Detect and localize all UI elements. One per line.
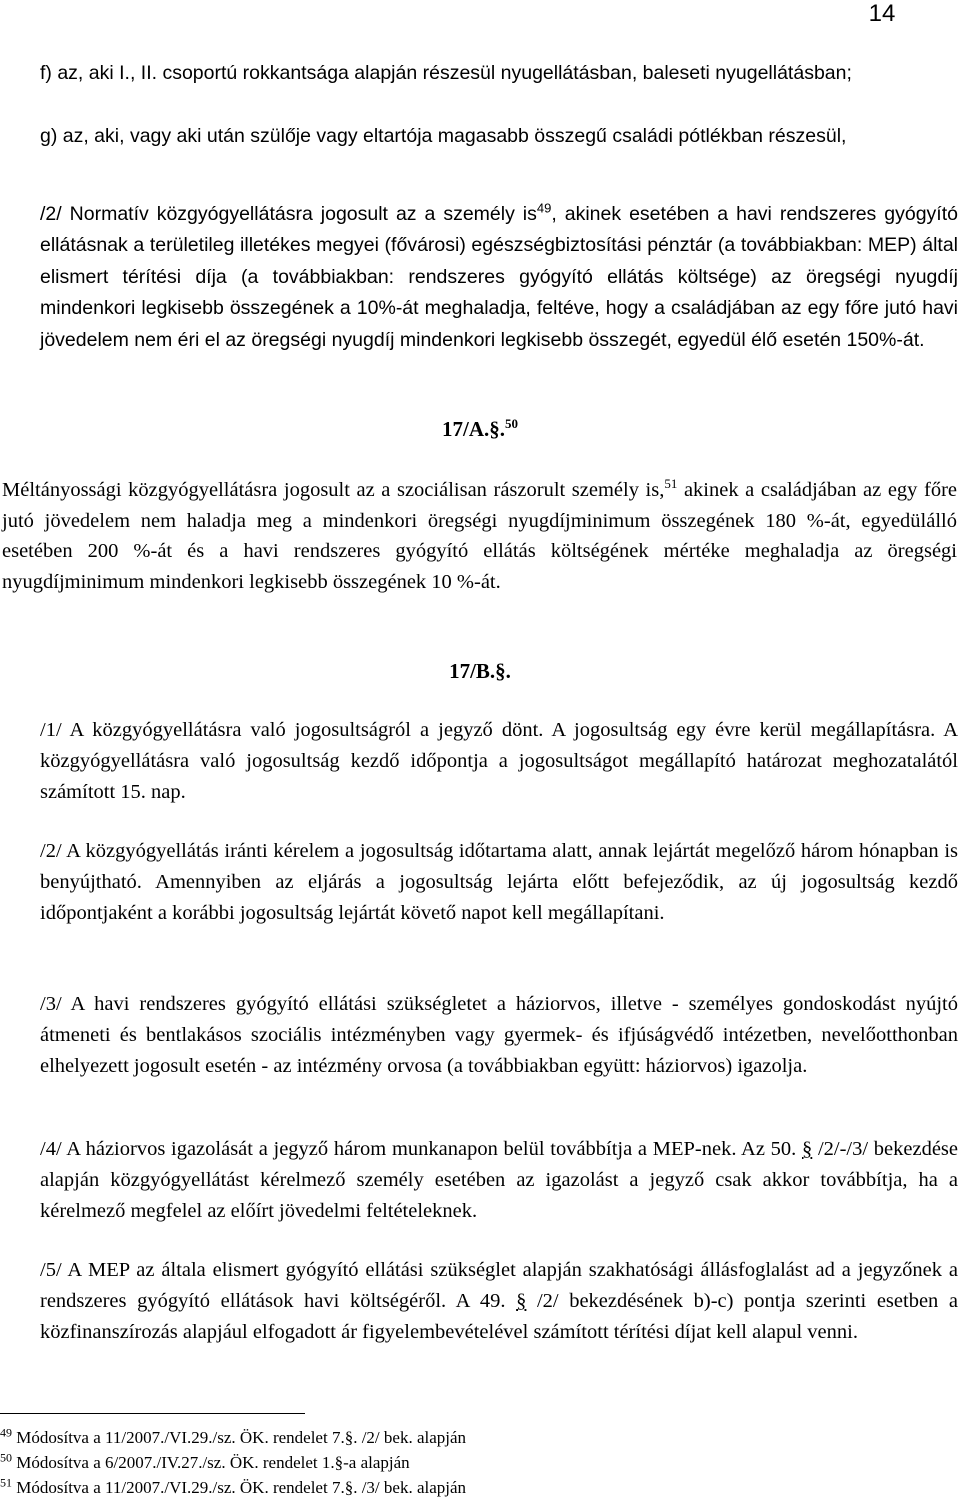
footnote-text: Módosítva a 6/2007./IV.27./sz. ÖK. rendelet 1.§-a alapján	[16, 1453, 410, 1472]
paragraph-b5	[40, 1255, 958, 1348]
paragraph-2-text	[40, 199, 958, 356]
footnote-49	[0, 1427, 466, 1449]
paragraph-b5-part1: /5/ A MEP az általa elismert gyógyító ellátási szükséglet alapján szakhatósági állásfoglalást ad a jegyzőnek a rendszeres gyógyító ellátások havi költségéről. A 49.	[40, 1259, 958, 1312]
paragraph-17a-part2: akinek a családjában az egy főre jutó jövedelem nem haladja meg a mindenkori öregségi nyugdíjminimum összegének 180 %-át, egyedülálló esetében 200 %-át és a havi rendszeres gyógyító ellátás költségének mértéke meghaladja az öregségi nyugdíjminimum mindenkori legkisebb összegének 10 %-át.	[2, 479, 958, 593]
paragraph-b1	[40, 715, 958, 808]
paragraph-17a-text	[2, 475, 957, 597]
paragraph-b4-part2: /2/-/3/ bekezdése alapján közgyógyellátást kérelmező személy esetében az igazolást a jegyző csak akkor továbbítja, ha a kérelmező megfelel az előírt jövedelmi feltételeknek.	[40, 1138, 958, 1222]
footnote-text: Módosítva a 11/2007./VI.29./sz. ÖK. rendelet 7.§. /3/ bek. alapján	[16, 1478, 467, 1497]
paragraph-b4-part1: /4/ A háziorvos igazolását a jegyző három munkanapon belül továbbítja a MEP-nek. Az 50.	[40, 1138, 802, 1160]
paragraph-2	[40, 199, 958, 356]
paragraph-2-part2: , akinek esetében a havi rendszeres gyógyító ellátásnak a területileg illetékes megyei (fővárosi) egészségbiztosítási pénztár (a továbbiakban: MEP) által elismert térítési díja (a továbbiakban: rendszeres gyógyító ellátás költsége) az öregségi nyugdíj mindenkori legkisebb összegének a 10%-át meghaladja, feltéve, hogy a családjában az egy főre jutó havi jövedelem nem éri el az öregségi nyugdíj mindenkori legkisebb összegét, egyedül élő esetén 150%-át.	[40, 203, 958, 351]
paragraph-b5-text	[40, 1255, 958, 1348]
footnote-50	[0, 1452, 410, 1474]
section-heading-17a-text: 17/A.§.	[442, 417, 505, 441]
section-heading-17a	[0, 414, 960, 444]
paragraph-17a	[2, 475, 957, 597]
paragraph-g-text: g) az, aki, vagy aki után szülője vagy eltartója magasabb összegű családi pótlékban részesül,	[40, 125, 847, 147]
paragraph-b3-text: /3/ A havi rendszeres gyógyító ellátási szükségletet a háziorvos, illetve - személyes gondoskodást nyújtó átmeneti és bentlakásos szociális intézményben vagy gyermek- és ifjúságvédő intézetben, nevelőotthonban elhelyezett jogosult esetén - az intézmény orvosa (a továbbiakban együtt: háziorvos) igazolja.	[40, 993, 958, 1077]
footnote-separator	[0, 1413, 305, 1414]
section-heading-17b-text: 17/B.§.	[449, 659, 511, 683]
paragraph-17a-part1: Méltányossági közgyógyellátásra jogosult az a szociálisan rászorult személy is,	[2, 479, 665, 501]
paragraph-b2-text: /2/ A közgyógyellátás iránti kérelem a jogosultság időtartama alatt, annak lejártát megelőző három hónapban is benyújtható. Amennyiben az eljárás a jogosultság lejárta előtt befejeződik, az új jogosultság kezdő időpontjaként a korábbi jogosultság lejártát követő napot kell megállapítani.	[40, 840, 958, 924]
paragraph-b4	[40, 1134, 958, 1227]
section-heading-17b	[0, 656, 960, 686]
paragraph-2-part1: /2/ Normatív közgyógyellátásra jogosult az a személy is	[40, 203, 537, 225]
paragraph-b5-part2: /2/ bekezdésének b)-c) pontja szerinti esetben a közfinanszírozás alapjául elfogadott ár figyelembevételével számított térítési díjat kell alapul venni.	[40, 1290, 958, 1343]
section-sign-link[interactable]: §	[801, 1138, 813, 1160]
paragraph-f	[40, 58, 958, 90]
paragraph-b2	[40, 836, 958, 929]
page-number: 14	[868, 0, 896, 27]
footnote-ref-50: 50	[505, 416, 518, 431]
footnote-text: Módosítva a 11/2007./VI.29./sz. ÖK. rendelet 7.§. /2/ bek. alapján	[16, 1428, 467, 1447]
paragraph-b1-text: /1/ A közgyógyellátásra való jogosultságról a jegyző dönt. A jogosultság egy évre kerül megállapításra. A közgyógyellátásra való jogosultság kezdő időpontja a jogosultságot megállapító határozat meghozatalától számított 15. nap.	[40, 719, 958, 803]
footnote-number: 51	[0, 1475, 12, 1490]
footnote-number: 49	[0, 1425, 12, 1440]
footnote-ref-49: 49	[536, 200, 552, 216]
footnote-number: 50	[0, 1450, 12, 1465]
footnote-51	[0, 1477, 466, 1499]
paragraph-g	[40, 121, 958, 153]
paragraph-f-text: f) az, aki I., II. csoportú rokkantsága alapján részesül nyugellátásban, baleseti nyugellátásban;	[40, 62, 852, 84]
paragraph-b4-text	[40, 1134, 958, 1227]
footnote-ref-51: 51	[664, 476, 678, 492]
section-sign-link[interactable]: §	[516, 1290, 527, 1312]
paragraph-b3	[40, 989, 958, 1082]
